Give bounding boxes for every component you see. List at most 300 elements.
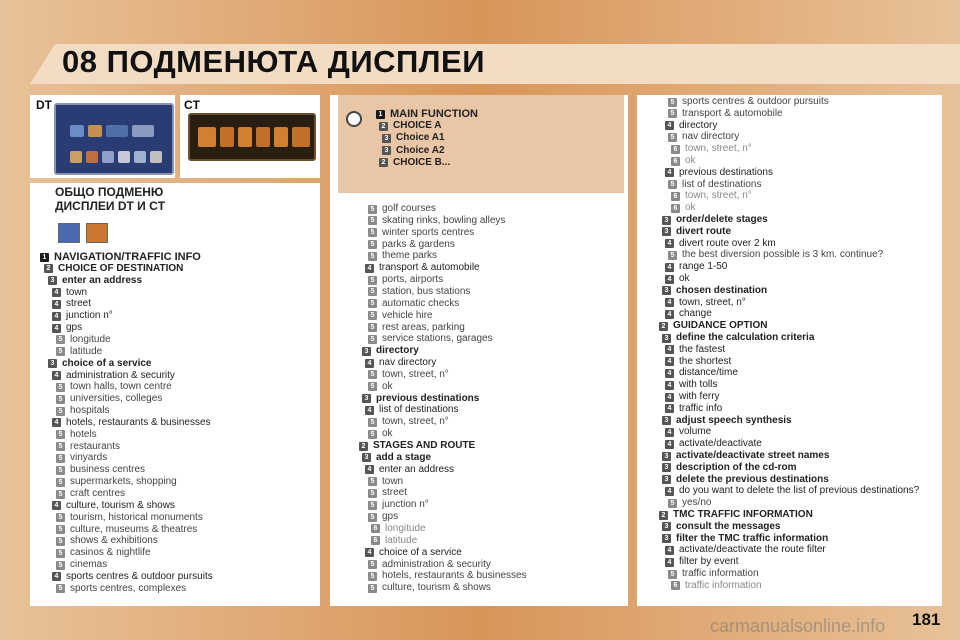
level-badge: 3 (362, 453, 371, 462)
level-badge: 5 (56, 478, 65, 487)
menu-item-label: town (382, 475, 404, 487)
menu-item-label: divert route (676, 225, 732, 237)
menu-item-label: list of destinations (682, 178, 762, 190)
menu-item (368, 322, 465, 334)
menu-item-label: winter sports centres (382, 226, 475, 238)
menu-item-label: business centres (70, 464, 146, 476)
menu-item (52, 310, 113, 322)
menu-item-label: theme parks (382, 250, 438, 262)
level-badge: 5 (668, 570, 677, 579)
menu-item-label: ok (685, 202, 696, 214)
menu-item-label: town, street, n° (685, 143, 752, 155)
menu-item (665, 238, 776, 250)
menu-item (662, 285, 767, 297)
menu-item-label: directory (679, 119, 718, 131)
level-badge: 5 (368, 276, 377, 285)
level-badge: 5 (668, 251, 677, 260)
level-badge: 5 (56, 430, 65, 439)
heading-line: ОБЩО ПОДМЕНЮ (55, 185, 164, 199)
level-badge: 5 (56, 442, 65, 451)
level-badge: 4 (665, 275, 674, 284)
level-badge: 5 (368, 560, 377, 569)
menu-item-label: description of the cd-rom (676, 461, 797, 473)
level-badge: 5 (368, 287, 377, 296)
menu-item (368, 487, 407, 499)
general-submenu-heading (55, 185, 165, 213)
menu-item (368, 381, 393, 393)
level-badge: 4 (52, 501, 61, 510)
menu-icon (150, 151, 162, 163)
level-badge: 4 (665, 357, 674, 366)
menu-item-label: do you want to delete the list of previous destinations? (679, 485, 920, 497)
level-badge: 5 (668, 133, 677, 142)
menu-item (371, 535, 417, 547)
menu-item (56, 346, 102, 358)
level-badge: 3 (382, 146, 391, 155)
sun-icon (346, 111, 362, 127)
menu-item (665, 485, 919, 497)
menu-item-label: shows & exhibitions (70, 535, 158, 547)
level-badge: 3 (48, 359, 57, 368)
menu-item-label: street (66, 298, 92, 310)
menu-item-label: range 1-50 (679, 261, 728, 273)
menu-item (56, 405, 109, 417)
level-badge: 6 (671, 581, 680, 590)
level-badge: 4 (52, 572, 61, 581)
level-badge: 6 (371, 536, 380, 545)
level-badge: 4 (665, 168, 674, 177)
menu-item (56, 334, 111, 346)
menu-item-label: directory (376, 345, 419, 357)
level-badge: 4 (365, 264, 374, 273)
menu-item-label: craft centres (70, 488, 126, 499)
level-badge: 4 (365, 548, 374, 557)
menu-item-label: change (679, 308, 712, 320)
menu-item (665, 261, 727, 273)
level-badge: 6 (671, 145, 680, 154)
menu-item (662, 521, 780, 533)
menu-item (368, 298, 459, 310)
menu-item-label: rest areas, parking (382, 321, 465, 333)
menu-item-label: station, bus stations (382, 285, 471, 297)
menu-item-label: choice of a service (379, 546, 462, 558)
level-badge: 3 (48, 276, 57, 285)
menu-item (671, 143, 752, 155)
menu-item-label: town, street, n° (382, 368, 449, 380)
menu-icon (256, 127, 270, 147)
menu-item (665, 297, 746, 309)
menu-item (659, 320, 767, 332)
menu-icon (220, 127, 234, 147)
menu-item-label: volume (679, 426, 712, 438)
level-badge: 3 (662, 452, 671, 461)
level-badge: 4 (665, 404, 674, 413)
menu-item-label: nav directory (379, 357, 437, 369)
level-badge: 4 (665, 440, 674, 449)
level-badge: 2 (659, 511, 668, 520)
level-badge: 3 (662, 522, 671, 531)
menu-item (48, 275, 142, 287)
menu-item-label: TMC TRAFFIC INFORMATION (673, 509, 813, 520)
menu-item-label: longitude (385, 522, 426, 534)
level-badge: 5 (56, 561, 65, 570)
menu-item-label: consult the messages (676, 520, 781, 532)
level-badge: 4 (665, 369, 674, 378)
level-badge: 5 (368, 513, 377, 522)
menu-item (56, 464, 145, 476)
level-badge: 4 (52, 312, 61, 321)
level-badge: 4 (665, 558, 674, 567)
menu-item (365, 464, 454, 476)
menu-item (668, 568, 759, 580)
level-badge: 4 (665, 487, 674, 496)
menu-item-label: sports centres & outdoor pursuits (682, 96, 829, 107)
menu-item-label: traffic information (685, 579, 762, 591)
menu-item-label: culture, tourism & shows (66, 499, 175, 511)
menu-item (56, 476, 177, 488)
menu-item-label: transport & automobile (379, 262, 480, 274)
menu-item-label: Choice A2 (396, 144, 445, 156)
menu-item (56, 583, 186, 595)
level-badge: 5 (368, 430, 377, 439)
menu-item (56, 441, 120, 453)
menu-item-label: CHOICE A (393, 120, 442, 132)
level-badge: 5 (368, 501, 377, 510)
menu-item (368, 239, 455, 251)
menu-item-label: add a stage (376, 451, 432, 463)
menu-item (56, 381, 172, 393)
menu-item-label: STAGES AND ROUTE (373, 440, 476, 451)
menu-item-label: NAVIGATION/TRAFFIC INFO (54, 251, 201, 263)
ct-label: CT (184, 98, 200, 112)
menu-item-label: street (382, 487, 408, 499)
menu-item (376, 108, 478, 120)
menu-item (368, 499, 429, 511)
menu-item (665, 556, 738, 568)
menu-item (662, 462, 797, 474)
menu-item (371, 523, 426, 535)
menu-icon (86, 151, 98, 163)
menu-item (56, 452, 107, 464)
level-badge: 2 (659, 322, 668, 331)
menu-item-label: hotels, restaurants & businesses (382, 570, 527, 582)
menu-item-label: vinyards (70, 452, 108, 464)
menu-item (359, 440, 475, 452)
menu-item (665, 391, 720, 403)
level-badge: 3 (662, 416, 671, 425)
menu-item (44, 263, 183, 275)
menu-item-label: ok (679, 273, 690, 284)
level-badge: 5 (368, 489, 377, 498)
nav-ct-icon (86, 223, 108, 243)
menu-item-label: transport & automobile (682, 107, 783, 119)
menu-item (665, 167, 773, 179)
menu-icon (238, 127, 252, 147)
menu-item (368, 250, 437, 262)
menu-item (382, 132, 445, 144)
menu-item (665, 367, 738, 379)
menu-item-label: hotels (70, 428, 97, 440)
level-badge: 3 (662, 227, 671, 236)
menu-item (368, 333, 493, 345)
menu-item (56, 429, 97, 441)
menu-item-label: distance/time (679, 367, 738, 379)
menu-item (52, 370, 175, 382)
level-badge: 4 (365, 465, 374, 474)
menu-item-label: town, street, n° (679, 296, 746, 308)
menu-item-label: Choice A1 (396, 132, 445, 144)
menu-item-label: adjust speech synthesis (676, 414, 792, 426)
menu-item (56, 512, 203, 524)
level-badge: 4 (665, 428, 674, 437)
menu-item-label: chosen destination (676, 284, 768, 296)
level-badge: 5 (668, 499, 677, 508)
menu-item (368, 369, 449, 381)
menu-item (382, 145, 445, 157)
level-badge: 4 (665, 546, 674, 555)
menu-icon (134, 151, 146, 163)
menu-item (368, 570, 527, 582)
level-badge: 5 (56, 490, 65, 499)
menu-item (52, 322, 82, 334)
menu-item (368, 416, 449, 428)
menu-item (662, 533, 828, 545)
menu-item-label: town, street, n° (685, 190, 752, 202)
menu-item-label: ok (382, 380, 393, 392)
menu-icon (132, 125, 154, 137)
menu-item (665, 308, 712, 320)
level-badge: 4 (665, 298, 674, 307)
menu-item-label: ok (685, 155, 696, 166)
level-badge: 5 (368, 323, 377, 332)
menu-item (379, 157, 450, 169)
menu-item (368, 215, 505, 227)
level-badge: 5 (668, 109, 677, 118)
menu-item-label: restaurants (70, 440, 121, 452)
menu-item (52, 571, 213, 583)
menu-item-label: supermarkets, shopping (70, 476, 177, 488)
level-badge: 3 (662, 286, 671, 295)
menu-item (665, 120, 717, 132)
menu-item-label: universities, colleges (70, 393, 163, 405)
level-badge: 4 (665, 393, 674, 402)
menu-item (665, 403, 722, 415)
level-badge: 5 (368, 228, 377, 237)
menu-item-label: hospitals (70, 405, 110, 417)
level-badge: 4 (665, 121, 674, 130)
menu-item-label: the fastest (679, 343, 726, 355)
menu-item (368, 286, 470, 298)
menu-item (668, 497, 711, 509)
menu-item-label: CHOICE OF DESTINATION (58, 262, 184, 274)
menu-icon (198, 127, 216, 147)
menu-item (56, 524, 197, 536)
menu-item-label: yes/no (682, 497, 712, 509)
menu-item (362, 452, 431, 464)
menu-item (40, 251, 201, 263)
level-badge: 2 (44, 264, 53, 273)
menu-item (668, 249, 883, 261)
dt-screen-image (54, 103, 174, 175)
level-badge: 5 (56, 383, 65, 392)
level-badge: 4 (665, 310, 674, 319)
menu-item (668, 179, 762, 191)
menu-item-label: gps (66, 322, 83, 334)
level-badge: 4 (52, 324, 61, 333)
menu-item (365, 262, 480, 274)
menu-item (362, 393, 479, 405)
menu-item (665, 544, 826, 556)
menu-item-label: previous destinations (376, 392, 480, 404)
menu-item (368, 227, 474, 239)
level-badge: 5 (56, 537, 65, 546)
menu-icon (274, 127, 288, 147)
menu-icon (106, 125, 128, 137)
menu-item-label: town (66, 286, 88, 298)
level-badge: 5 (368, 335, 377, 344)
level-badge: 5 (56, 584, 65, 593)
menu-item (671, 190, 752, 202)
level-badge: 5 (668, 180, 677, 189)
menu-item-label: culture, museums & theatres (70, 523, 198, 535)
level-badge: 5 (368, 572, 377, 581)
level-badge: 5 (56, 335, 65, 344)
menu-item-label: golf courses (382, 203, 436, 214)
level-badge: 5 (56, 407, 65, 416)
menu-icon (118, 151, 130, 163)
menu-item (365, 357, 436, 369)
menu-item (662, 214, 768, 226)
menu-item (368, 476, 403, 488)
dt-panel (30, 95, 175, 178)
level-badge: 6 (371, 524, 380, 533)
menu-item-label: sports centres, complexes (70, 582, 187, 594)
level-badge: 5 (368, 205, 377, 214)
menu-item-label: gps (382, 511, 399, 523)
heading-line: ДИСПЛЕИ DT И CT (55, 199, 166, 213)
menu-item-label: the best diversion possible is 3 km. continue? (682, 249, 884, 261)
menu-icon (70, 151, 82, 163)
menu-item-label: junction n° (66, 310, 113, 322)
menu-item (368, 428, 393, 440)
menu-item-label: hotels, restaurants & businesses (66, 416, 211, 428)
menu-item (56, 488, 125, 500)
menu-item-label: filter by event (679, 556, 739, 568)
dt-label: DT (36, 98, 52, 112)
menu-item-label: sports centres & outdoor pursuits (66, 570, 213, 582)
menu-item-label: parks & gardens (382, 238, 455, 250)
menu-item (52, 287, 87, 299)
menu-item (671, 202, 696, 214)
level-badge: 5 (56, 454, 65, 463)
menu-item-label: activate/deactivate (679, 438, 762, 450)
ct-screen-image (188, 113, 316, 161)
level-badge: 6 (671, 157, 680, 166)
level-badge: 5 (368, 477, 377, 486)
level-badge: 6 (671, 192, 680, 201)
menu-item (668, 108, 783, 120)
menu-item (52, 500, 175, 512)
menu-item-label: town halls, town centre (70, 381, 172, 393)
menu-item-label: with tolls (679, 379, 718, 391)
menu-item-label: culture, tourism & shows (382, 582, 491, 594)
menu-item (48, 358, 152, 370)
menu-item-label: filter the TMC traffic information (676, 532, 829, 544)
menu-item-label: tourism, historical monuments (70, 511, 203, 523)
level-badge: 4 (52, 418, 61, 427)
level-badge: 5 (56, 525, 65, 534)
menu-item-label: GUIDANCE OPTION (673, 320, 768, 332)
level-badge: 5 (368, 252, 377, 261)
level-badge: 4 (665, 381, 674, 390)
menu-icon (292, 127, 310, 147)
menu-item (662, 226, 731, 238)
menu-item (368, 203, 436, 215)
menu-item (668, 131, 739, 143)
menu-item (56, 559, 107, 571)
level-badge: 4 (52, 300, 61, 309)
menu-item (368, 582, 491, 594)
level-badge: 4 (665, 345, 674, 354)
menu-item-label: activate/deactivate the route filter (679, 544, 826, 556)
menu-item (668, 96, 829, 108)
menu-item (662, 415, 792, 427)
menu-item (368, 310, 433, 322)
level-badge: 1 (376, 110, 385, 119)
menu-item (368, 511, 398, 523)
level-badge: 3 (662, 334, 671, 343)
menu-item (665, 273, 690, 285)
level-badge: 5 (368, 418, 377, 427)
level-badge: 3 (662, 463, 671, 472)
menu-item (665, 379, 717, 391)
menu-item (56, 393, 162, 405)
level-badge: 4 (665, 263, 674, 272)
level-badge: 5 (56, 395, 65, 404)
level-badge: 2 (359, 442, 368, 451)
menu-item-label: previous destinations (679, 166, 773, 178)
ct-panel (180, 95, 320, 178)
menu-item-label: delete the previous destinations (676, 473, 829, 485)
nav-dt-icon (58, 223, 80, 243)
level-badge: 4 (52, 371, 61, 380)
menu-item-label: choice of a service (62, 357, 152, 369)
menu-item-label: skating rinks, bowling alleys (382, 214, 506, 226)
menu-item-label: casinos & nightlife (70, 547, 151, 559)
page-number: 181 (912, 610, 941, 629)
menu-item-label: service stations, garages (382, 333, 493, 345)
menu-item-label: latitude (70, 345, 103, 357)
menu-item-label: longitude (70, 333, 111, 345)
menu-item-label: the shortest (679, 355, 732, 367)
page-title: 08 ПОДМЕНЮТА ДИСПЛЕИ (62, 44, 485, 79)
level-badge: 3 (362, 394, 371, 403)
level-badge: 5 (368, 240, 377, 249)
level-badge: 2 (379, 158, 388, 167)
menu-item-label: with ferry (679, 391, 720, 402)
menu-item (52, 298, 91, 310)
level-badge: 5 (368, 311, 377, 320)
menu-item-label: MAIN FUNCTION (390, 108, 478, 120)
menu-item (379, 120, 442, 132)
level-badge: 1 (40, 253, 49, 262)
level-badge: 3 (662, 534, 671, 543)
menu-item (365, 547, 462, 559)
menu-item (368, 274, 443, 286)
menu-item (665, 356, 731, 368)
menu-item (56, 547, 151, 559)
level-badge: 5 (368, 584, 377, 593)
